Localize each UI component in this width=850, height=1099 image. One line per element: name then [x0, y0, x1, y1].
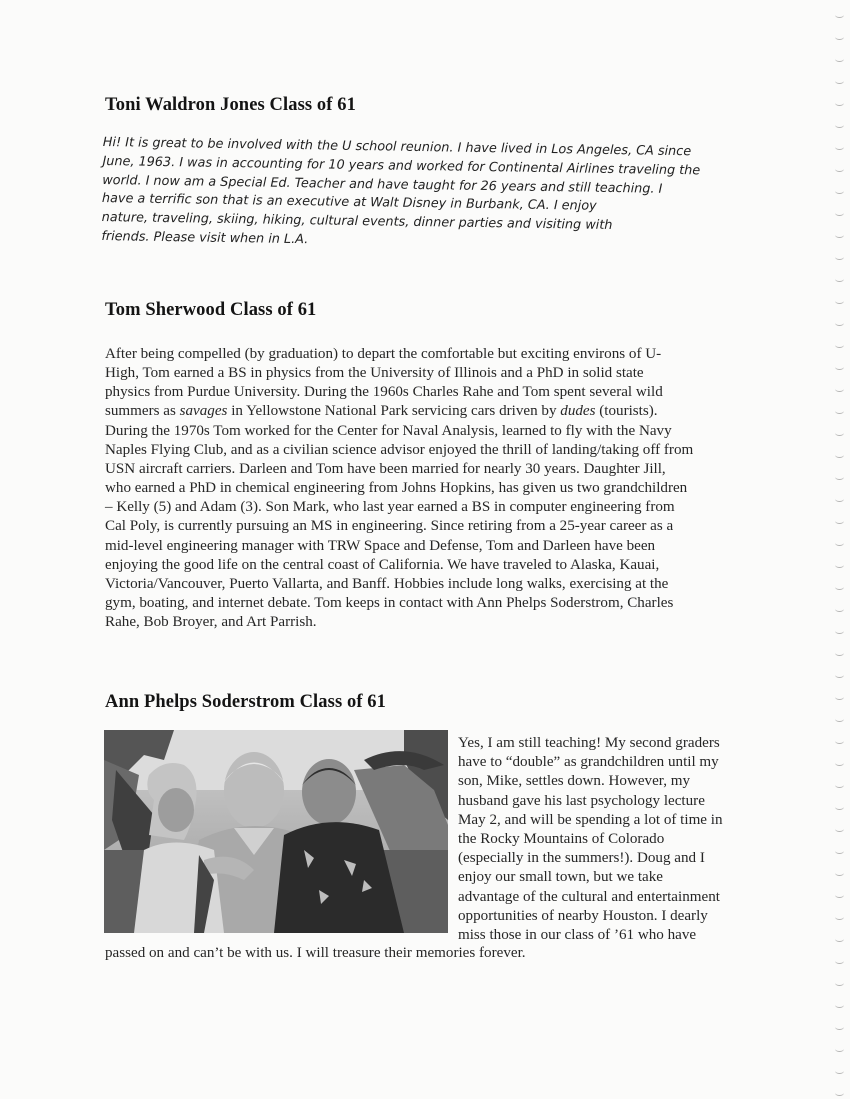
- margin-mark: [835, 298, 844, 304]
- text-line: opportunities of nearby Houston. I dearly: [458, 907, 708, 924]
- margin-mark: [835, 826, 844, 832]
- margin-mark: [835, 848, 844, 854]
- group-photo-illustration: [104, 730, 448, 933]
- margin-mark: [835, 606, 844, 612]
- margin-mark: [835, 12, 844, 18]
- margin-mark: [835, 34, 844, 40]
- margin-mark: [835, 716, 844, 722]
- margin-mark: [835, 1090, 844, 1096]
- heading-toni-waldron-jones: Toni Waldron Jones Class of 61: [105, 95, 356, 115]
- margin-mark: [835, 408, 844, 414]
- handwritten-line: nature, traveling, skiing, hiking, cultural events, dinner parties and visiting with: [101, 210, 613, 234]
- handwritten-line: Hi! It is great to be involved with the U school reunion. I have lived in Los Angeles, CA since: [102, 134, 692, 160]
- margin-mark: [835, 782, 844, 788]
- margin-mark: [835, 892, 844, 898]
- margin-mark: [835, 496, 844, 502]
- text-line: enjoy our small town, but we take: [458, 869, 663, 886]
- margin-mark: [835, 122, 844, 128]
- handwritten-line: world. I now am a Special Ed. Teacher and have taught for 26 years and still teaching. I: [102, 172, 663, 197]
- margin-mark: [835, 936, 844, 942]
- margin-mark: [835, 562, 844, 568]
- text-line: son, Mike, settles down. However, my: [458, 773, 691, 790]
- margin-mark: [835, 518, 844, 524]
- text-line: summers as savages in Yellowstone National Park servicing cars driven by dudes (tourists).: [105, 403, 658, 420]
- text-line: husband gave his last psychology lecture: [458, 792, 705, 809]
- text-line: After being compelled (by graduation) to depart the comfortable but exciting environs of U-: [105, 346, 662, 362]
- ann-soderstrom-text: [458, 734, 778, 945]
- text-line: have to “double” as grandchildren until my: [458, 754, 719, 771]
- margin-mark: [835, 958, 844, 964]
- margin-mark: [835, 804, 844, 810]
- margin-mark: [835, 386, 844, 392]
- text-line: the Rocky Mountains of Colorado: [458, 831, 665, 848]
- text-line: During the 1970s Tom worked for the Center for Naval Analysis, learned to fly with the Navy: [105, 422, 672, 439]
- margin-mark: [835, 1046, 844, 1052]
- text-line: miss those in our class of ’61 who have: [458, 927, 697, 944]
- margin-mark: [835, 364, 844, 370]
- text-line: Naples Flying Club, and as a civilian science advisor enjoyed the thrill of landing/taking off from: [105, 441, 694, 458]
- margin-mark: [835, 342, 844, 348]
- margin-mark: [835, 760, 844, 766]
- margin-mark: [835, 914, 844, 920]
- margin-mark: [835, 188, 844, 194]
- margin-mark: [835, 452, 844, 458]
- margin-mark: [835, 584, 844, 590]
- margin-mark: [835, 1002, 844, 1008]
- margin-mark: [835, 144, 844, 150]
- text-line: mid-level engineering manager with TRW Space and Defense, Tom and Darleen have been: [105, 537, 656, 554]
- margin-mark: [835, 56, 844, 62]
- handwritten-line: friends. Please visit when in L.A.: [101, 228, 309, 248]
- handwritten-note: [101, 134, 773, 257]
- italic-term: savages: [179, 403, 228, 420]
- margin-mark: [835, 100, 844, 106]
- text-line: Victoria/Vancouver, Puerto Vallarta, and Banff. Hobbies include long walks, exercising at the: [105, 575, 669, 592]
- margin-mark: [835, 672, 844, 678]
- text-line: USN aircraft carriers. Darleen and Tom have been married for nearly 30 years. Daughter Jill,: [105, 460, 666, 477]
- text-line: (especially in the summers!). Doug and I: [458, 850, 705, 867]
- margin-mark: [835, 694, 844, 700]
- text-line: who earned a PhD in chemical engineering from Johns Hopkins, has given us two grandchildren: [105, 480, 688, 497]
- margin-mark: [835, 254, 844, 260]
- text-line: enjoying the good life on the central coast of California. We have traveled to Alaska, Kauai,: [105, 556, 660, 573]
- text-line: Rahe, Bob Broyer, and Art Parrish.: [105, 614, 317, 631]
- text-line: physics from Purdue University. During the 1960s Charles Rahe and Tom spent several wild: [105, 384, 663, 401]
- margin-mark: [835, 980, 844, 986]
- margin-mark: [835, 738, 844, 744]
- binder-margin-marks: [826, 0, 844, 1099]
- group-photo: [104, 730, 448, 933]
- margin-mark: [835, 1068, 844, 1074]
- margin-mark: [835, 166, 844, 172]
- margin-mark: [835, 232, 844, 238]
- text-line: Cal Poly, is currently pursuing an MS in engineering. Since retiring from a 25-year career as a: [105, 518, 674, 535]
- text-line: advantage of the cultural and entertainment: [458, 888, 720, 905]
- text-line: Yes, I am still teaching! My second graders: [458, 735, 720, 751]
- margin-mark: [835, 628, 844, 634]
- heading-ann-phelps-soderstrom: Ann Phelps Soderstrom Class of 61: [105, 692, 386, 712]
- margin-mark: [835, 276, 844, 282]
- margin-mark: [835, 540, 844, 546]
- text-line: – Kelly (5) and Adam (3). Son Mark, who last year earned a BS in computer engineering from: [105, 499, 675, 516]
- italic-term: dudes: [560, 403, 596, 420]
- margin-mark: [835, 430, 844, 436]
- margin-mark: [835, 78, 844, 84]
- heading-tom-sherwood: Tom Sherwood Class of 61: [105, 300, 317, 320]
- margin-mark: [835, 1024, 844, 1030]
- margin-mark: [835, 870, 844, 876]
- text-line: passed on and can’t be with us. I will treasure their memories forever.: [105, 945, 526, 961]
- text-line: May 2, and will be spending a lot of time in: [458, 811, 723, 828]
- tom-sherwood-bio: [105, 345, 757, 632]
- margin-mark: [835, 210, 844, 216]
- margin-mark: [835, 320, 844, 326]
- margin-mark: [835, 650, 844, 656]
- handwritten-line: June, 1963. I was in accounting for 10 years and worked for Continental Airlines traveling the: [102, 153, 701, 179]
- margin-mark: [835, 474, 844, 480]
- text-line: gym, boating, and internet debate. Tom keeps in contact with Ann Phelps Soderstrom, Charles: [105, 595, 674, 612]
- text-line: High, Tom earned a BS in physics from the University of Illinois and a PhD in solid state: [105, 365, 644, 382]
- handwritten-line: have a terrific son that is an executive at Walt Disney in Burbank, CA. I enjoy: [101, 191, 597, 215]
